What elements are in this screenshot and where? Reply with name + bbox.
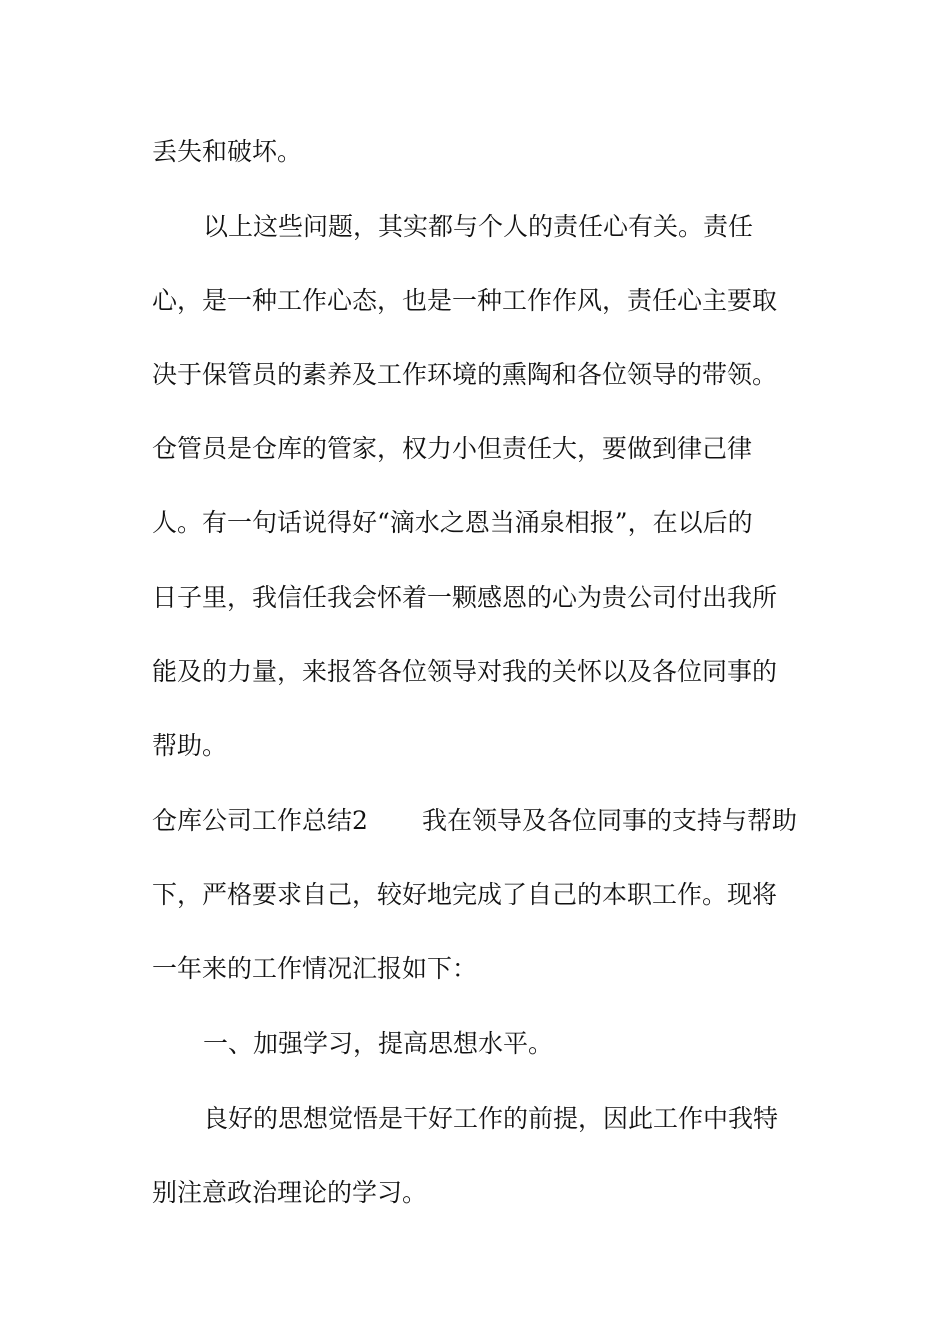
section-title: 仓库公司工作总结2: [152, 806, 368, 835]
paragraph-start-line: 以上这些问题，其实都与个人的责任心有关。责任: [203, 212, 754, 241]
text-line: 别注意政治理论的学习。: [152, 1178, 428, 1207]
text-line: 帮助。: [152, 731, 228, 760]
text-line: 人。有一句话说得好“滴水之恩当涌泉相报”，在以后的: [152, 508, 753, 537]
text-line: 决于保管员的素养及工作环境的熏陶和各位领导的带领。: [152, 360, 778, 389]
text-line: 仓管员是仓库的管家，权力小但责任大，要做到律己律: [152, 434, 753, 463]
text-line: 一年来的工作情况汇报如下：: [152, 954, 478, 983]
text-line: 能及的力量，来报答各位领导对我的关怀以及各位同事的: [152, 657, 778, 686]
paragraph-start-line: 良好的思想觉悟是干好工作的前提，因此工作中我特: [203, 1104, 779, 1133]
text-line: 心，是一种工作心态，也是一种工作作风，责任心主要取: [152, 286, 778, 315]
text-segment: 我在领导及各位同事的支持与帮助: [422, 806, 798, 835]
section-heading-line: [152, 806, 797, 836]
text-line: 日子里，我信任我会怀着一颗感恩的心为贵公司付出我所: [152, 583, 778, 612]
text-line: 下，严格要求自己，较好地完成了自己的本职工作。现将: [152, 880, 778, 909]
subheading-line: 一、加强学习，提高思想水平。: [203, 1029, 554, 1058]
text-line: 丢失和破坏。: [152, 137, 303, 166]
